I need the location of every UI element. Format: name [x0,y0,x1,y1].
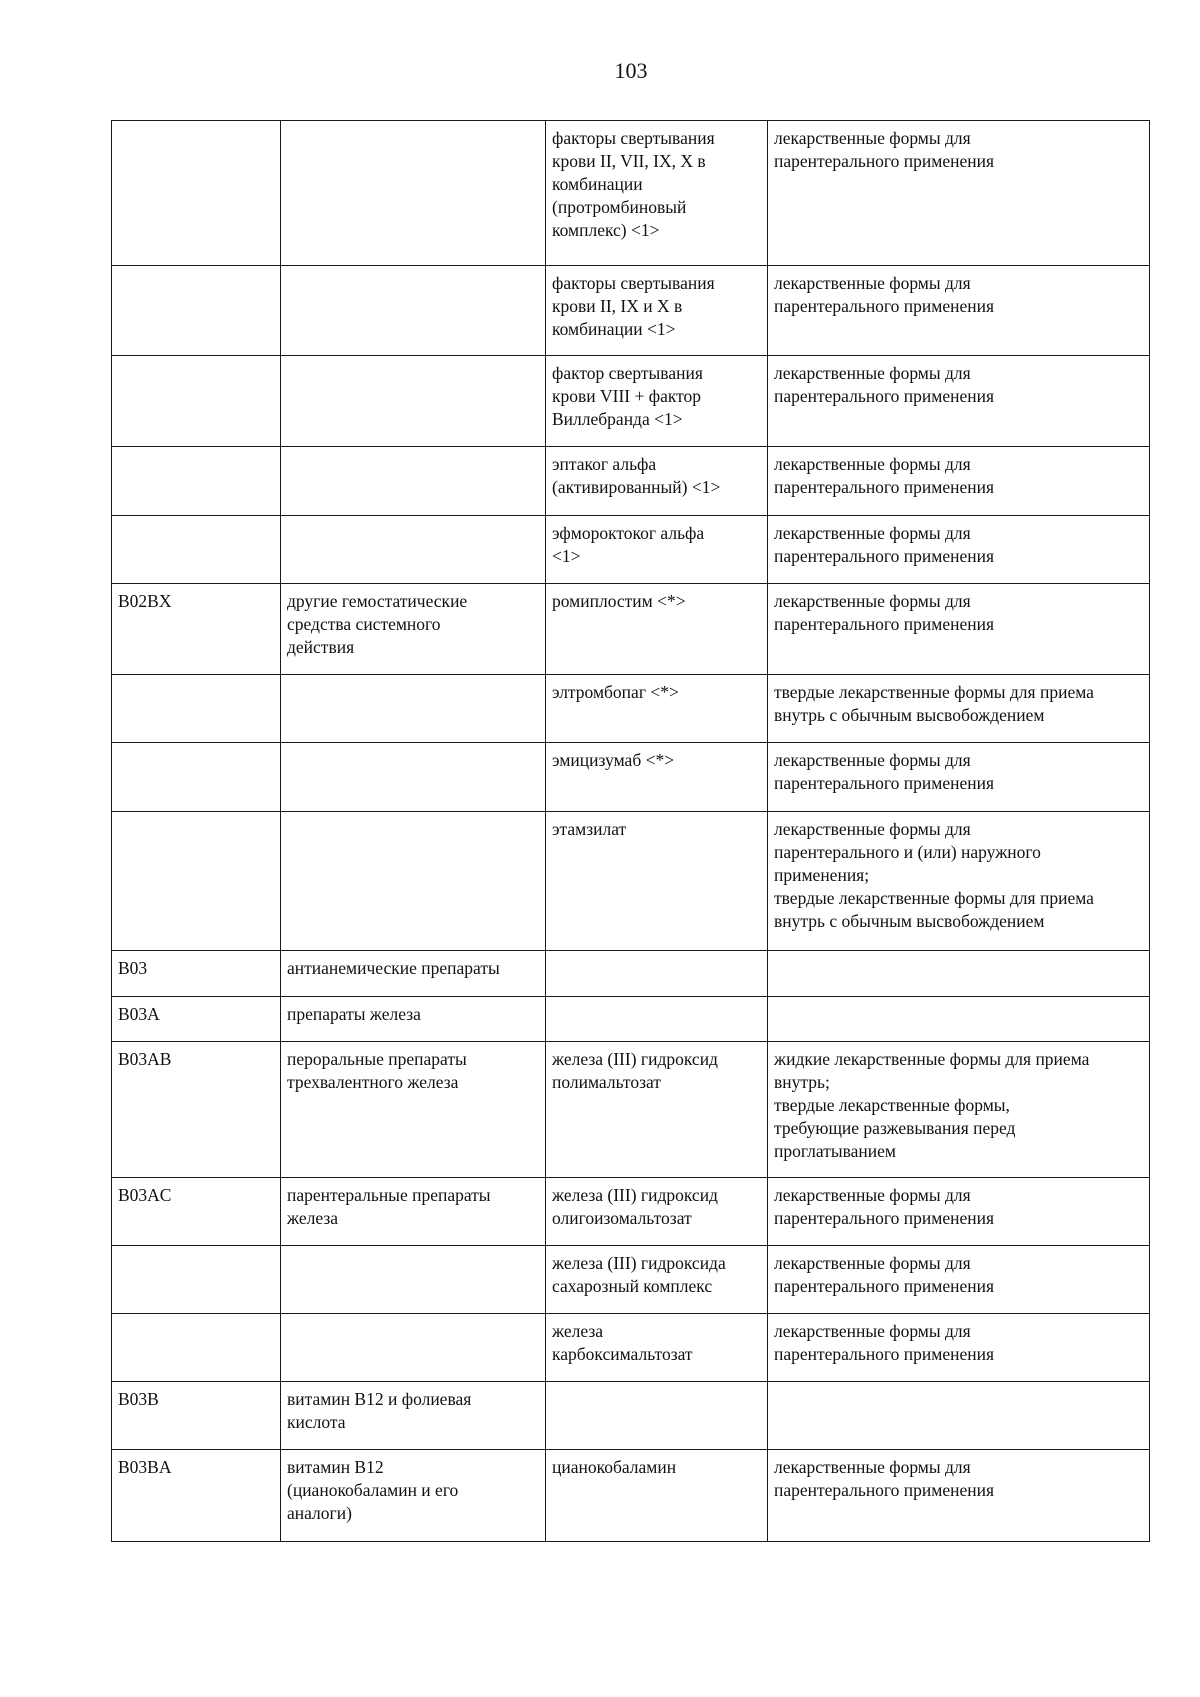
drug-name-cell: эфмороктоког альфа <1> [546,516,768,584]
atc-code-cell: B03BA [112,1450,281,1542]
table-row [112,266,1150,356]
table-row [112,1450,1150,1542]
group-name-cell [281,516,546,584]
atc-code-cell [112,266,281,356]
group-name-cell [281,675,546,743]
group-name-cell [281,121,546,266]
drug-name-cell: фактор свертывания крови VIII + фактор Виллебранда <1> [546,356,768,447]
table-row [112,1178,1150,1246]
drug-name-cell: эмицизумаб <*> [546,743,768,812]
group-name-cell: антианемические препараты [281,951,546,997]
table-row [112,1042,1150,1178]
table-row [112,997,1150,1042]
drug-name-cell: железа карбоксимальтозат [546,1314,768,1382]
atc-code-cell: B03B [112,1382,281,1450]
group-name-cell: препараты железа [281,997,546,1042]
table-row [112,951,1150,997]
dosage-form-cell [768,997,1150,1042]
table-row [112,1314,1150,1382]
dosage-form-cell: лекарственные формы для парентерального применения [768,1178,1150,1246]
dosage-form-cell [768,1382,1150,1450]
table-row [112,356,1150,447]
atc-code-cell [112,812,281,951]
group-name-cell: витамин B12 (цианокобаламин и его аналоги) [281,1450,546,1542]
table-row [112,675,1150,743]
atc-code-cell: B03AC [112,1178,281,1246]
atc-code-cell [112,675,281,743]
group-name-cell: витамин B12 и фолиевая кислота [281,1382,546,1450]
dosage-form-cell [768,951,1150,997]
atc-code-cell [112,1314,281,1382]
drug-name-cell: ромиплостим <*> [546,584,768,675]
drug-name-cell: железа (III) гидроксида сахарозный комплекс [546,1246,768,1314]
atc-code-cell: B03 [112,951,281,997]
group-name-cell [281,447,546,516]
group-name-cell [281,743,546,812]
drug-name-cell: эптаког альфа (активированный) <1> [546,447,768,516]
group-name-cell: пероральные препараты трехвалентного железа [281,1042,546,1178]
group-name-cell: другие гемостатические средства системного действия [281,584,546,675]
group-name-cell [281,356,546,447]
atc-code-cell [112,1246,281,1314]
dosage-form-cell: лекарственные формы для парентерального применения [768,584,1150,675]
dosage-form-cell: лекарственные формы для парентерального применения [768,447,1150,516]
table-row [112,743,1150,812]
drug-name-cell: железа (III) гидроксид олигоизомальтозат [546,1178,768,1246]
table-row [112,1382,1150,1450]
table-row [112,1246,1150,1314]
drug-name-cell: элтромбопаг <*> [546,675,768,743]
dosage-form-cell: лекарственные формы для парентерального применения [768,516,1150,584]
dosage-form-cell: лекарственные формы для парентерального применения [768,1246,1150,1314]
group-name-cell [281,1314,546,1382]
page-number: 103 [614,58,648,83]
drug-name-cell [546,997,768,1042]
drug-name-cell: этамзилат [546,812,768,951]
dosage-form-cell: жидкие лекарственные формы для приема внутрь; твердые лекарственные формы, требующие разжевывания перед проглатыванием [768,1042,1150,1178]
drug-name-cell: факторы свертывания крови II, IX и X в комбинации <1> [546,266,768,356]
dosage-form-cell: лекарственные формы для парентерального применения [768,356,1150,447]
group-name-cell: парентеральные препараты железа [281,1178,546,1246]
group-name-cell [281,266,546,356]
atc-code-cell [112,356,281,447]
group-name-cell [281,1246,546,1314]
drug-name-cell [546,951,768,997]
dosage-form-cell: лекарственные формы для парентерального применения [768,266,1150,356]
table-row [112,447,1150,516]
atc-code-cell [112,447,281,516]
table-row [112,516,1150,584]
atc-code-cell: B03AB [112,1042,281,1178]
table-row [112,584,1150,675]
drug-name-cell [546,1382,768,1450]
dosage-form-cell: лекарственные формы для парентерального и (или) наружного применения; твердые лекарственные формы для приема внутрь с обычным высвобождением [768,812,1150,951]
drug-name-cell: цианокобаламин [546,1450,768,1542]
atc-code-cell: B03A [112,997,281,1042]
drug-list-table [111,120,1150,1542]
dosage-form-cell: твердые лекарственные формы для приема внутрь с обычным высвобождением [768,675,1150,743]
dosage-form-cell: лекарственные формы для парентерального применения [768,743,1150,812]
drug-name-cell: факторы свертывания крови II, VII, IX, X в комбинации (протромбиновый комплекс) <1> [546,121,768,266]
atc-code-cell: B02BX [112,584,281,675]
atc-code-cell [112,121,281,266]
drug-name-cell: железа (III) гидроксид полимальтозат [546,1042,768,1178]
group-name-cell [281,812,546,951]
dosage-form-cell: лекарственные формы для парентерального применения [768,121,1150,266]
dosage-form-cell: лекарственные формы для парентерального применения [768,1314,1150,1382]
table-row [112,121,1150,266]
dosage-form-cell: лекарственные формы для парентерального применения [768,1450,1150,1542]
atc-code-cell [112,743,281,812]
table-row [112,812,1150,951]
atc-code-cell [112,516,281,584]
